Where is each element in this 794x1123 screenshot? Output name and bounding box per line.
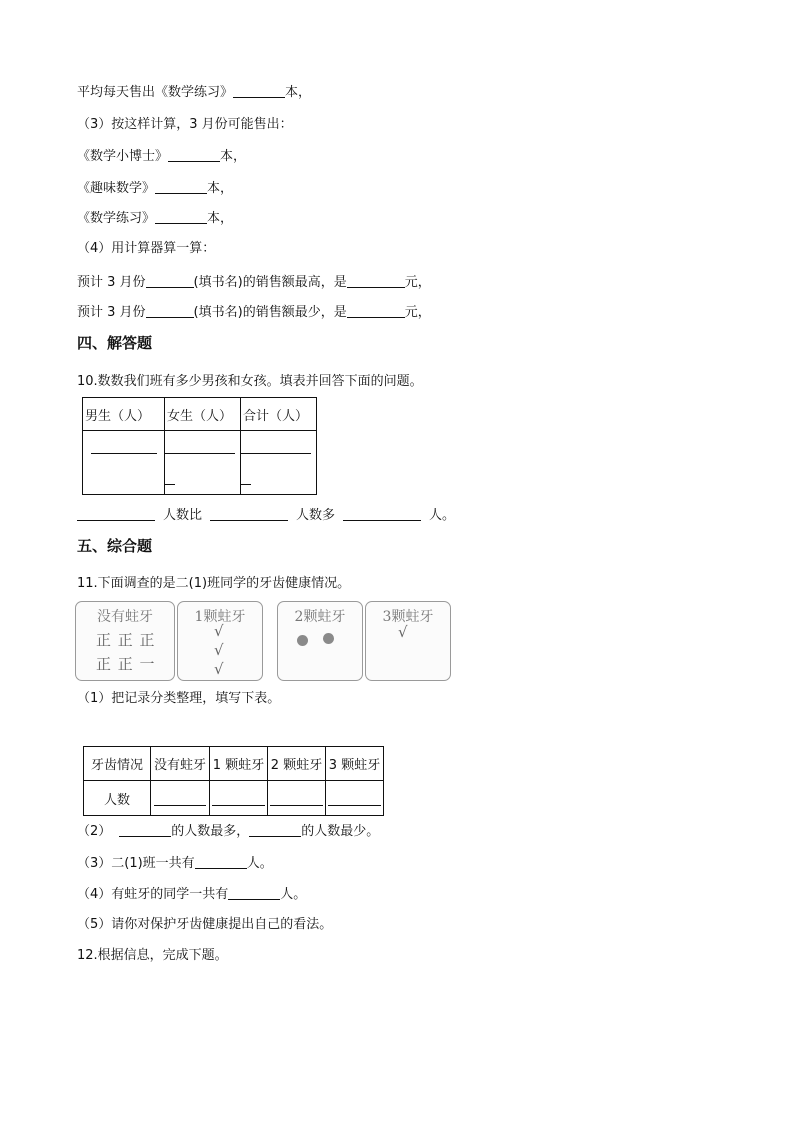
question-11-1: （1）把记录分类整理，填写下表。 — [77, 691, 281, 706]
question-4: （4）用计算器算一算： — [77, 241, 216, 256]
amount-blank[interactable] — [347, 273, 405, 288]
dot-icon — [297, 635, 308, 646]
answer-blank[interactable] — [77, 506, 155, 521]
book-name-blank[interactable] — [146, 273, 194, 288]
question-11-3: （3）二(1)班一共有 人。 — [77, 856, 273, 871]
teeth-health-table — [83, 746, 384, 816]
line-average-practice: 平均每天售出《数学练习》 本， — [77, 85, 312, 100]
section-heading-5: 五、综合题 — [77, 537, 153, 555]
table-header: 3 颗蛀牙 — [326, 747, 384, 781]
answer-line-10: 人数比 人数多 人。 — [77, 506, 455, 525]
answer-blank[interactable] — [195, 854, 247, 869]
table-header: 女生（人） — [165, 398, 241, 431]
table-header: 1 颗蛀牙 — [210, 747, 268, 781]
tally-box-no-cavity: 没有蛀牙 正 正 正 正 正 一 — [75, 601, 175, 681]
answer-blank[interactable] — [155, 179, 207, 194]
count-cell[interactable] — [151, 781, 210, 816]
tally-box-two-cavity: 2颗蛀牙 — [277, 601, 363, 681]
line-fun-math: 《趣味数学》 本， — [77, 181, 234, 196]
question-10: 10.数数我们班有多少男孩和女孩。填表并回答下面的问题。 — [77, 374, 423, 389]
tally-marks: 正 正 一 — [96, 655, 156, 673]
section-heading-4: 四、解答题 — [77, 334, 153, 352]
question-11-4: （4）有蛀牙的同学一共有 人。 — [77, 887, 307, 902]
answer-blank[interactable] — [249, 822, 301, 837]
check-mark-icon: √ — [214, 622, 224, 640]
line-math-doctor: 《数学小博士》 本， — [77, 149, 247, 164]
amount-blank[interactable] — [347, 303, 405, 318]
table-header: 2 颗蛀牙 — [268, 747, 326, 781]
table-header: 男生（人） — [83, 398, 165, 431]
line-math-practice: 《数学练习》 本， — [77, 211, 234, 226]
boys-cell[interactable] — [83, 431, 165, 495]
answer-blank[interactable] — [168, 147, 220, 162]
boys-girls-table — [82, 397, 317, 495]
count-cell[interactable] — [268, 781, 326, 816]
tally-box-three-cavity: 3颗蛀牙 √ — [365, 601, 451, 681]
row-label: 人数 — [84, 781, 151, 816]
answer-blank[interactable] — [155, 209, 207, 224]
tally-marks: 正 正 正 — [96, 631, 156, 649]
line-highest-sales: 预计 3 月份 (填书名)的销售额最高，是 元， — [77, 275, 431, 290]
dot-icon — [323, 633, 334, 644]
answer-blank[interactable] — [210, 506, 288, 521]
count-cell[interactable] — [210, 781, 268, 816]
table-header: 牙齿情况 — [84, 747, 151, 781]
check-mark-icon: √ — [214, 660, 224, 678]
question-12: 12.根据信息，完成下题。 — [77, 948, 228, 963]
answer-blank[interactable] — [343, 506, 421, 521]
table-header: 没有蛀牙 — [151, 747, 210, 781]
count-cell[interactable] — [326, 781, 384, 816]
answer-blank[interactable] — [233, 83, 285, 98]
check-mark-icon: √ — [398, 623, 408, 641]
line-lowest-sales: 预计 3 月份 (填书名)的销售额最少，是 元， — [77, 305, 431, 320]
total-cell[interactable] — [241, 431, 317, 495]
question-11-5: （5）请你对保护牙齿健康提出自己的看法。 — [77, 917, 333, 932]
tally-box-one-cavity: 1颗蛀牙 √ √ √ — [177, 601, 263, 681]
question-11: 11.下面调查的是二(1)班同学的牙齿健康情况。 — [77, 576, 351, 591]
girls-cell[interactable] — [165, 431, 241, 495]
check-mark-icon: √ — [214, 641, 224, 659]
question-11-2: （2） 的人数最多， 的人数最少。 — [77, 824, 380, 839]
book-name-blank[interactable] — [146, 303, 194, 318]
answer-blank[interactable] — [119, 822, 171, 837]
answer-blank[interactable] — [228, 885, 280, 900]
table-header: 合计（人） — [241, 398, 317, 431]
question-3: （3）按这样计算，3 月份可能售出： — [77, 117, 293, 132]
